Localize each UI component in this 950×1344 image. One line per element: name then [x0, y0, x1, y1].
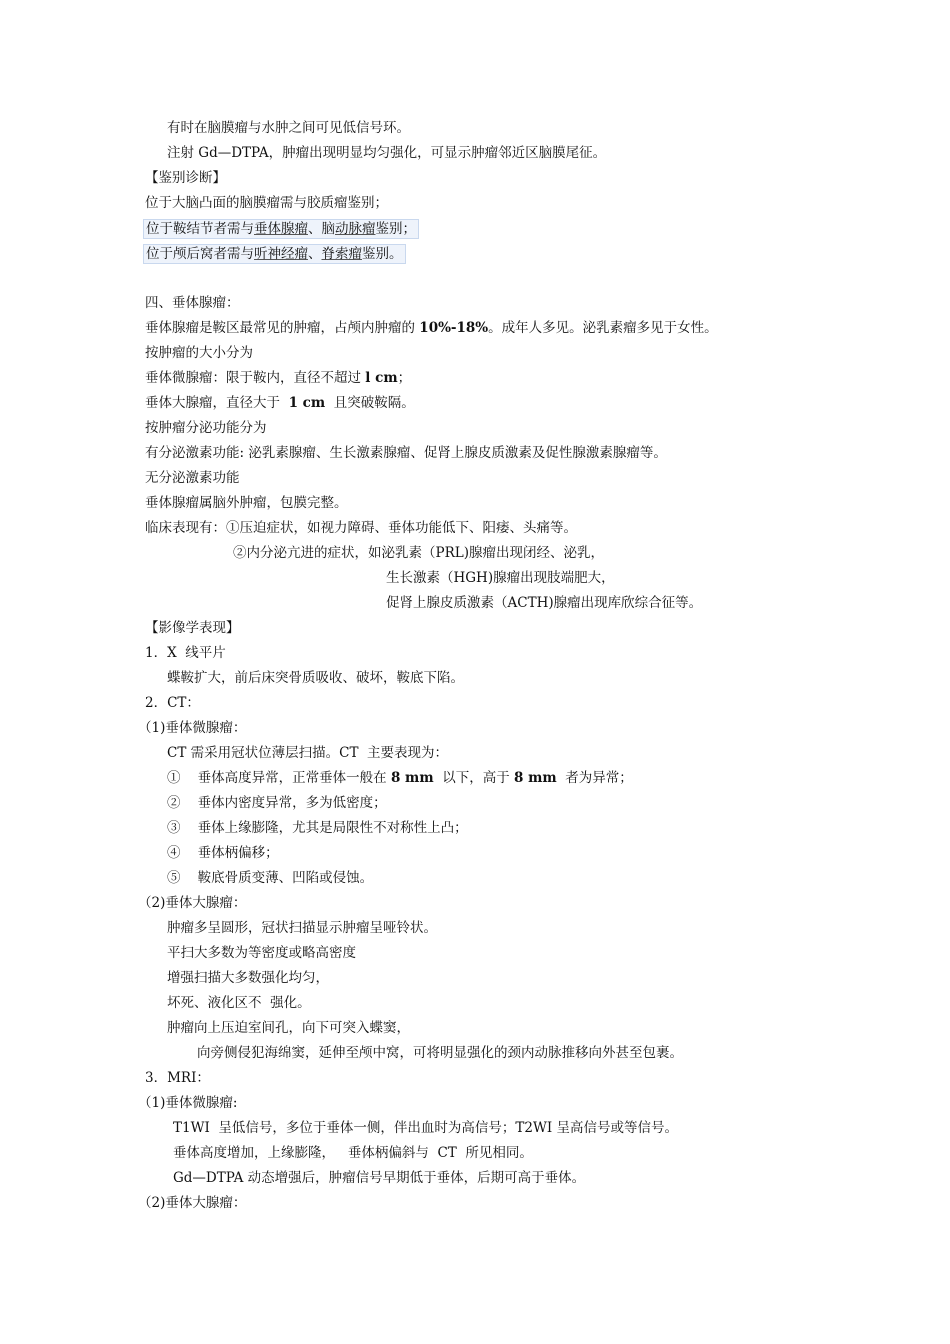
highlighted-line [143, 244, 406, 264]
text-span: ① 垂体高度异常，正常垂体一般在 [167, 770, 391, 786]
text-span: 鉴别； [375, 221, 416, 237]
text-line: 增强扫描大多数强化均匀， [167, 970, 329, 986]
text-line: 按肿瘤的大小分为 [145, 345, 253, 361]
text-line: T1WI 呈低信号，多位于垂体一侧，伴出血时为高信号；T2WI 呈高信号或等信号。 [173, 1120, 678, 1136]
text-span: 位于鞍结节者需与 [146, 221, 254, 237]
text-span: 者为异常； [556, 770, 633, 786]
text-line: CT 需采用冠状位薄层扫描。CT 主要表现为： [167, 745, 449, 761]
bold-value: 8 mm [390, 770, 434, 786]
text-span: 、 [308, 246, 322, 262]
list-item: ④ 垂体柄偏移； [167, 845, 279, 861]
section-heading: 【影像学表现】 [145, 620, 240, 636]
text-span: 且突破鞍隔。 [325, 395, 415, 411]
text-line: 促肾上腺皮质激素（ACTH)腺瘤出现库欣综合征等。 [386, 595, 703, 611]
underlined-term: 垂体腺瘤 [254, 221, 308, 237]
text-line: 位于大脑凸面的脑膜瘤需与胶质瘤鉴别； [145, 195, 388, 211]
text-line: 3．MRI： [145, 1070, 210, 1086]
text-line: 无分泌激素功能 [145, 470, 240, 486]
text-span: ； [397, 370, 412, 386]
text-line: （1)垂体微腺瘤： [138, 720, 247, 736]
text-line: 垂体腺瘤属脑外肿瘤，包膜完整。 [145, 495, 348, 511]
bold-value: 1 cm [288, 395, 326, 411]
text-line: 肿瘤向上压迫室间孔，向下可突入蝶窦， [167, 1020, 410, 1036]
text-span: 垂体腺瘤是鞍区最常见的肿瘤，占颅内肿瘤的 [145, 320, 420, 336]
text-line [145, 319, 718, 337]
list-item: ⑤ 鞍底骨质变薄、凹陷或侵蚀。 [167, 870, 374, 886]
text-span: 、脑 [308, 221, 335, 237]
text-line: （1)垂体微腺瘤: [138, 1095, 238, 1111]
section-heading: 四、垂体腺瘤： [145, 295, 240, 311]
text-line: 1．X 线平片 [145, 645, 226, 661]
text-line: 临床表现有：①压迫症状，如视力障碍、垂体功能低下、阳痿、头痛等。 [145, 520, 577, 536]
text-line: 2．CT： [145, 695, 200, 711]
text-span: 。成年人多见。泌乳素瘤多见于女性。 [488, 320, 718, 336]
text-line: 有时在脑膜瘤与水肿之间可见低信号环。 [167, 120, 410, 136]
text-line: 垂体高度增加，上缘膨隆， 垂体柄偏斜与 CT 所见相同。 [173, 1145, 533, 1161]
text-line: ②内分泌亢进的症状，如泌乳素（PRL)腺瘤出现闭经、泌乳， [233, 545, 604, 561]
list-item: ③ 垂体上缘膨隆，尤其是局限性不对称性上凸； [167, 820, 468, 836]
text-span: 鉴别。 [362, 246, 403, 262]
text-line: 坏死、液化区不 强化。 [167, 995, 311, 1011]
list-item [167, 769, 633, 787]
text-line: 注射 Gd—DTPA，肿瘤出现明显均匀强化，可显示肿瘤邻近区脑膜尾征。 [167, 145, 607, 161]
bold-value: l cm [365, 370, 398, 386]
section-heading: 【鉴别诊断】 [145, 170, 226, 186]
text-line: Gd—DTPA 动态增强后，肿瘤信号早期低于垂体，后期可高于垂体。 [173, 1170, 586, 1186]
text-line: （2)垂体大腺瘤： [138, 895, 247, 911]
bold-value: 10%-18% [419, 320, 489, 336]
text-line: 蝶鞍扩大，前后床突骨质吸收、破坏，鞍底下陷。 [167, 670, 464, 686]
text-line: 生长激素（HGH)腺瘤出现肢端肥大， [386, 570, 615, 586]
underlined-term: 听神经瘤 [254, 246, 308, 262]
underlined-term: 动脉瘤 [335, 221, 376, 237]
text-line: 有分泌激素功能: 泌乳素腺瘤、生长激素腺瘤、促肾上腺皮质激素及促性腺激素腺瘤等。 [145, 445, 667, 461]
list-item: ② 垂体内密度异常，多为低密度； [167, 795, 387, 811]
text-line: 平扫大多数为等密度或略高密度 [167, 945, 356, 961]
text-line: （2)垂体大腺瘤： [138, 1195, 247, 1211]
underlined-term: 脊索瘤 [321, 246, 362, 262]
text-span: 位于颅后窝者需与 [146, 246, 254, 262]
text-line: 肿瘤多呈圆形，冠状扫描显示肿瘤呈哑铃状。 [167, 920, 437, 936]
bold-value: 8 mm [514, 770, 557, 786]
text-line [145, 369, 411, 387]
text-line: 向旁侧侵犯海绵窦，延伸至颅中窝，可将明显强化的颈内动脉推移向外甚至包裹。 [197, 1045, 683, 1061]
highlighted-line [143, 219, 419, 239]
text-span: 以下，高于 [433, 770, 515, 786]
text-span: 垂体大腺瘤，直径大于 [145, 395, 289, 411]
text-line: 按肿瘤分泌功能分为 [145, 420, 267, 436]
text-line [145, 394, 415, 412]
text-span: 垂体微腺瘤：限于鞍内，直径不超过 [145, 370, 366, 386]
